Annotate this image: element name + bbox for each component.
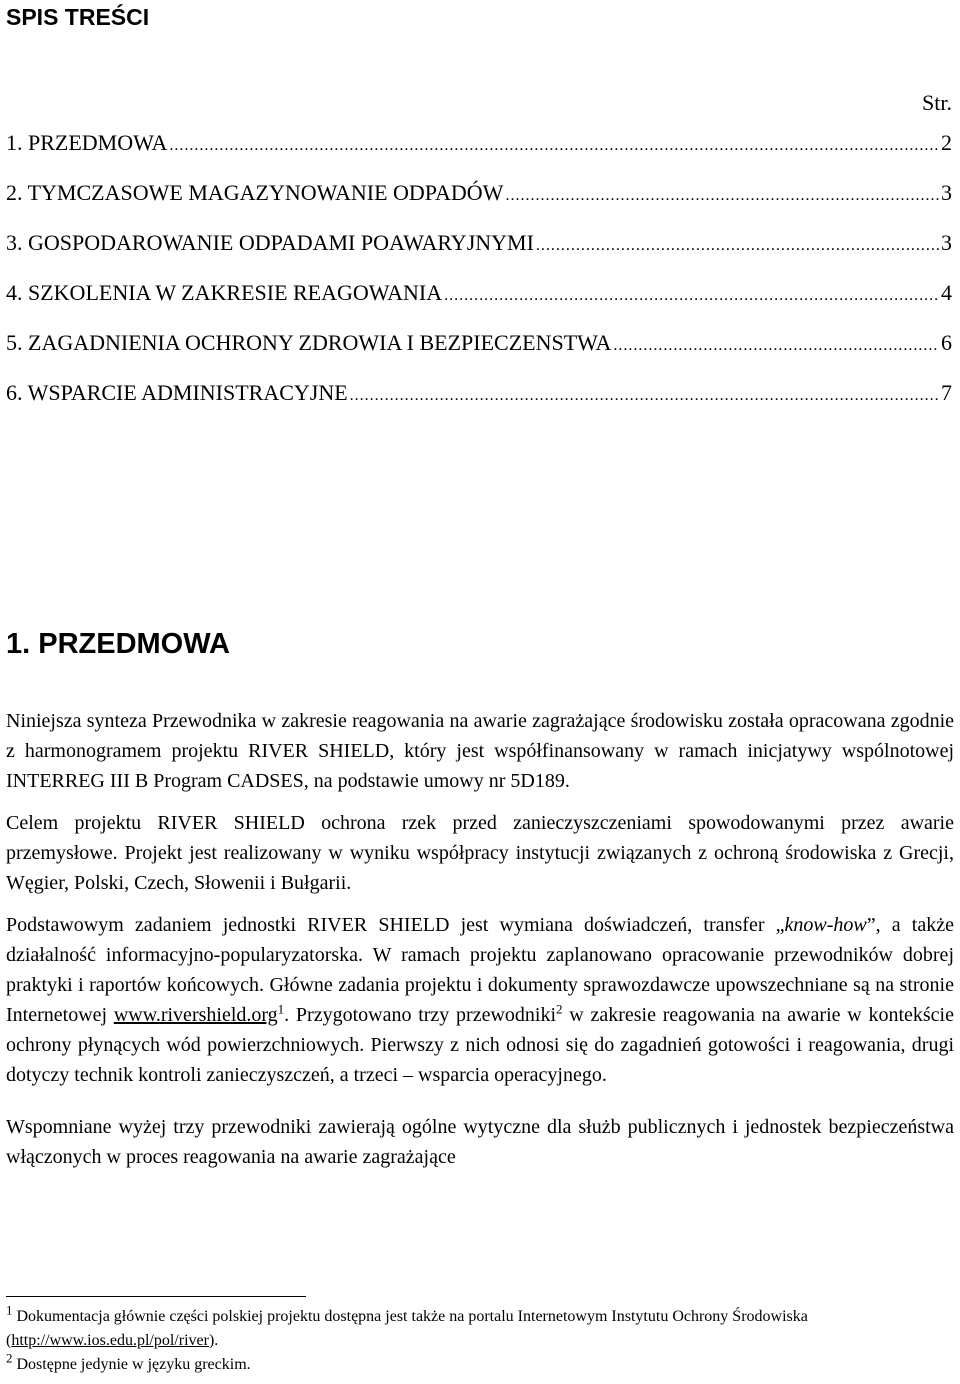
section-body bbox=[6, 706, 954, 1184]
footnote-2-number: 2 bbox=[6, 1350, 13, 1366]
toc-leader-dots bbox=[536, 237, 939, 255]
paragraph-3-text-a: Podstawowym zadaniem jednostki RIVER SHIELD jest wymiana doświadczeń, transfer „ bbox=[6, 914, 785, 936]
toc-page-header: Str. bbox=[922, 90, 952, 115]
ios-link[interactable]: http://www.ios.edu.pl/pol/river bbox=[11, 1332, 209, 1349]
paragraph-2: Celem projektu RIVER SHIELD ochrona rzek przed zanieczyszczeniami spowodowanymi przez awarie przemysłowe. Projekt jest realizowany w wyniku współpracy instytucji związanych z ochroną środowiska z Grecji, Węgier, Polski, Czech, Słowenii i Bułgarii. bbox=[6, 812, 954, 894]
toc-entry-1[interactable] bbox=[6, 130, 952, 180]
toc-entry-page: 2 bbox=[941, 130, 952, 155]
toc-entry-6[interactable] bbox=[6, 380, 952, 430]
toc-entry-2[interactable] bbox=[6, 180, 952, 230]
footnote-ref-2[interactable]: 2 bbox=[556, 1001, 563, 1017]
toc-entry-label: 3. GOSPODAROWANIE ODPADAMI POAWARYJNYMI bbox=[6, 230, 534, 255]
toc-entry-label: 6. WSPARCIE ADMINISTRACYJNE bbox=[6, 380, 348, 405]
toc-entry-page: 3 bbox=[941, 230, 952, 255]
footnote-2-text: Dostępne jedynie w języku greckim. bbox=[12, 1356, 251, 1373]
table-of-contents bbox=[6, 130, 952, 430]
paragraph-3 bbox=[6, 910, 954, 1090]
rivershield-link[interactable]: www.rivershield.org bbox=[113, 1004, 278, 1026]
footnotes bbox=[6, 1302, 954, 1377]
toc-leader-dots bbox=[613, 337, 939, 355]
toc-leader-dots bbox=[444, 287, 939, 305]
toc-leader-dots bbox=[505, 187, 939, 205]
footnote-1-text: Dokumentacja głównie części polskiej projektu dostępna jest także na portalu Internetowym Instytutu Ochrony Środowiska ( bbox=[6, 1308, 808, 1349]
know-how-term: know-how bbox=[784, 914, 867, 936]
paragraph-4: Wspomniane wyżej trzy przewodniki zawierają ogólne wytyczne dla służb publicznych i jednostek bezpieczeństwa włączonych w proces reagowania na awarie zagrażające bbox=[6, 1116, 954, 1168]
footnote-ref-1[interactable]: 1 bbox=[277, 1001, 285, 1017]
toc-entry-page: 7 bbox=[941, 380, 952, 405]
section-title: 1. PRZEDMOWA bbox=[6, 628, 230, 660]
toc-entry-3[interactable] bbox=[6, 230, 952, 280]
toc-leader-dots bbox=[350, 387, 939, 405]
toc-entry-label: 4. SZKOLENIA W ZAKRESIE REAGOWANIA bbox=[6, 280, 443, 305]
toc-entry-page: 4 bbox=[941, 280, 952, 305]
paragraph-3-text-b: ”, a także działalność informacyjno-popularyzatorska. W ramach projektu zaplanowano opracowanie przewodników dobrej praktyki i raportów końcowych. Główne zadania projektu i dokumenty sprawozdawcze upowszechniane są na stronie Internetowej bbox=[6, 914, 954, 1026]
paragraph-3-text-d: w zakresie reagowania na awarie w kontekście ochrony płynących wód powierzchniowych. Pierwszy z nich odnosi się do zagadnień gotowości i reagowania, drugi dotyczy technik kontroli zanieczyszczeń, a trzeci – wsparcia operacyjnego. bbox=[6, 1004, 954, 1086]
footnote-divider bbox=[6, 1296, 306, 1297]
footnote-2 bbox=[6, 1350, 954, 1377]
paragraph-1: Niniejsza synteza Przewodnika w zakresie reagowania na awarie zagrażające środowisku została opracowana zgodnie z harmonogramem projektu RIVER SHIELD, który jest współfinansowany w ramach inicjatywy wspólnotowej INTERREG III B Program CADSES, na podstawie umowy nr 5D189. bbox=[6, 710, 954, 792]
toc-entry-5[interactable] bbox=[6, 330, 952, 380]
toc-entry-page: 3 bbox=[941, 180, 952, 205]
toc-leader-dots bbox=[169, 137, 939, 155]
footnote-1-number: 1 bbox=[6, 1302, 13, 1318]
toc-entry-label: 2. TYMCZASOWE MAGAZYNOWANIE ODPADÓW bbox=[6, 180, 504, 205]
toc-entry-label: 1. PRZEDMOWA bbox=[6, 130, 168, 155]
toc-title: SPIS TREŚCI bbox=[6, 4, 150, 30]
paragraph-3-text-c: . Przygotowano trzy przewodniki bbox=[284, 1004, 557, 1026]
toc-entry-4[interactable] bbox=[6, 280, 952, 330]
toc-entry-page: 6 bbox=[941, 330, 952, 355]
footnote-1-end: ). bbox=[208, 1332, 219, 1349]
footnote-1 bbox=[6, 1302, 954, 1353]
toc-entry-label: 5. ZAGADNIENIA OCHRONY ZDROWIA I BEZPIECZENSTWA bbox=[6, 330, 612, 355]
